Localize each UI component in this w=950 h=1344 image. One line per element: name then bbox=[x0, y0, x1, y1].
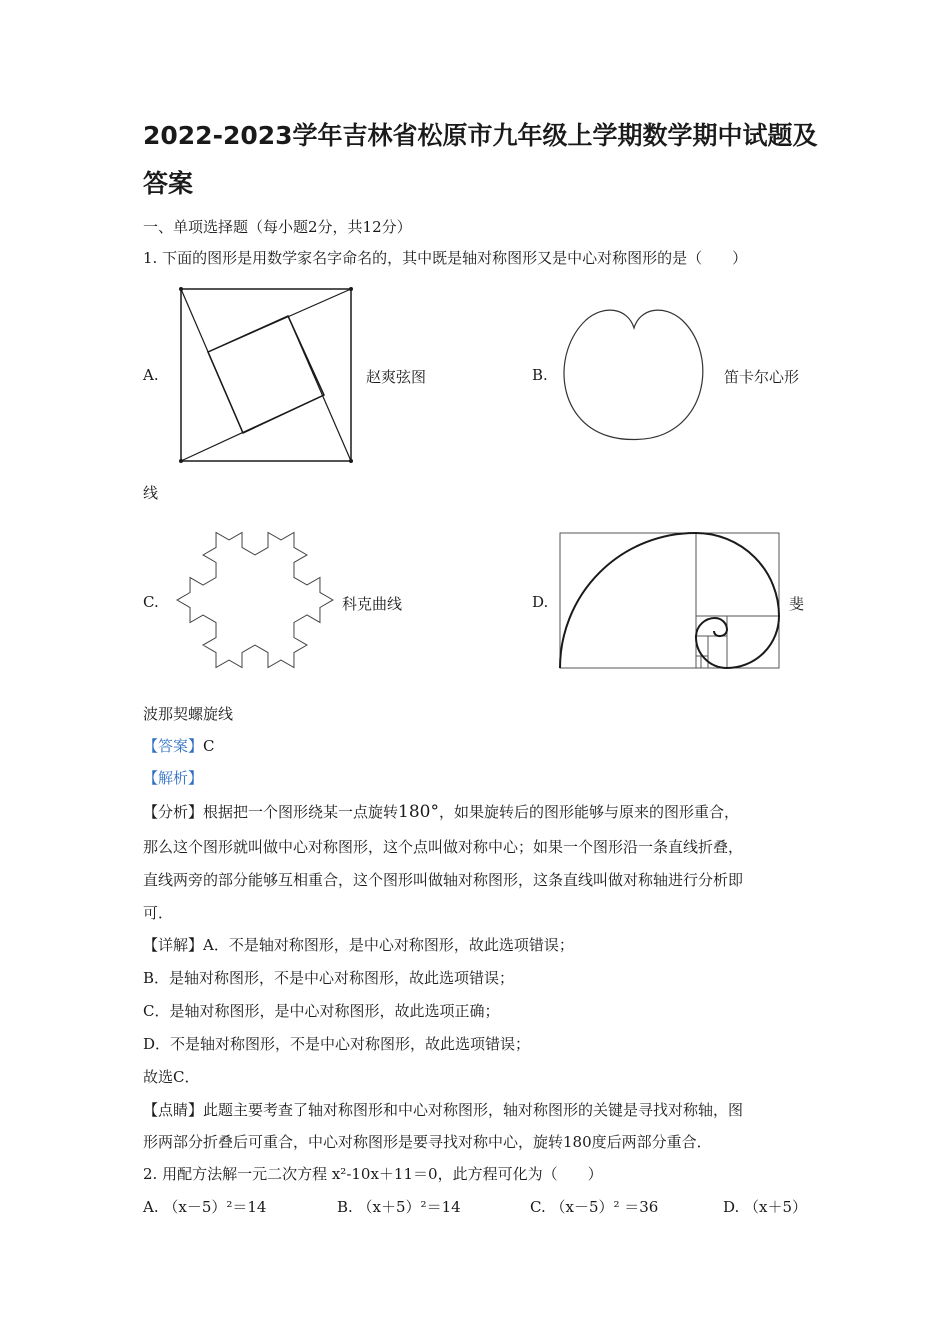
page-title-continued: 答案 bbox=[143, 169, 194, 198]
option-d-caption-wrap: 波那契螺旋线 bbox=[143, 705, 234, 723]
option-a-caption: 赵爽弦图 bbox=[366, 368, 427, 386]
option-c-letter: C. bbox=[143, 593, 159, 611]
fenxi-tag: 【分析】 bbox=[143, 803, 204, 821]
analysis-tag: 【解析】 bbox=[143, 769, 204, 787]
fibonacci-spiral-figure bbox=[559, 532, 781, 669]
option-b-caption: 笛卡尔心形 bbox=[724, 368, 800, 386]
dianjing-tag: 【点睛】 bbox=[143, 1101, 204, 1119]
q2-option-a: A. （x－5）²＝14 bbox=[143, 1198, 267, 1216]
cardioid-figure bbox=[558, 300, 718, 445]
fenxi-degree: 180° bbox=[398, 802, 439, 822]
answer-tag: 【答案】 bbox=[143, 737, 204, 755]
option-b-caption-wrap: 线 bbox=[143, 484, 159, 502]
dianjing-text-1: 此题主要考查了轴对称图形和中心对称图形，轴对称图形的关键是寻找对称轴，图 bbox=[203, 1101, 744, 1119]
option-b-letter: B. bbox=[532, 366, 548, 384]
option-c-caption: 科克曲线 bbox=[342, 595, 403, 613]
detail-b: B．是轴对称图形，不是中心对称图形，故此选项错误； bbox=[143, 969, 515, 987]
detail-d: D．不是轴对称图形，不是中心对称图形，故此选项错误； bbox=[143, 1035, 531, 1053]
detail-c: C．是轴对称图形，是中心对称图形，故此选项正确； bbox=[143, 1002, 500, 1020]
fenxi-text-1a: 根据把一个图形绕某一点旋转 bbox=[203, 803, 399, 821]
koch-snowflake-figure bbox=[170, 508, 340, 693]
fenxi-line-3: 直线两旁的部分能够互相重合，这个图形叫做轴对称图形，这条直线叫做对称轴进行分析即 bbox=[143, 871, 744, 889]
detail-a: A．不是轴对称图形，是中心对称图形，故此选项错误； bbox=[203, 936, 574, 954]
dianjing-line-1 bbox=[143, 1099, 743, 1120]
section-heading: 一、单项选择题（每小题2分，共12分） bbox=[143, 218, 412, 236]
fenxi-text-1b: ，如果旋转后的图形能够与原来的图形重合， bbox=[438, 803, 739, 821]
q2-option-d: D. （x＋5） bbox=[723, 1198, 808, 1216]
detail-line-1 bbox=[143, 934, 574, 955]
fenxi-line-2: 那么这个图形就叫做中心对称图形，这个点叫做对称中心；如果一个图形沿一条直线折叠， bbox=[143, 838, 744, 856]
zhao-shuang-diagram-figure bbox=[175, 285, 357, 467]
koch-snowflake-outline bbox=[158, 499, 353, 702]
dianjing-line-2: 形两部分折叠后可重合，中心对称图形是要寻找对称中心，旋转180度后两部分重合． bbox=[143, 1133, 712, 1151]
q2-option-c: C. （x－5）² ＝36 bbox=[530, 1198, 659, 1216]
fenxi-line-1 bbox=[143, 801, 739, 822]
answer-line bbox=[143, 735, 215, 756]
question-2-stem: 2. 用配方法解一元二次方程 x²-10x＋11＝0，此方程可化为（ ） bbox=[143, 1165, 603, 1183]
q2-option-b: B. （x＋5）²＝14 bbox=[337, 1198, 461, 1216]
option-a-letter: A. bbox=[143, 366, 159, 384]
option-d-caption: 斐 bbox=[789, 595, 805, 613]
koch-snowflake-path bbox=[158, 499, 353, 702]
page-title: 2022-2023学年吉林省松原市九年级上学期数学期中试题及 bbox=[143, 121, 818, 150]
fenxi-line-4: 可． bbox=[143, 904, 174, 922]
question-1-stem: 1. 下面的图形是用数学家名字命名的，其中既是轴对称图形又是中心对称图形的是（ ） bbox=[143, 249, 748, 267]
option-d-letter: D. bbox=[532, 593, 549, 611]
answer-value: C bbox=[203, 737, 215, 755]
xiangjie-tag: 【详解】 bbox=[143, 936, 204, 954]
detail-conclusion: 故选C． bbox=[143, 1068, 200, 1086]
